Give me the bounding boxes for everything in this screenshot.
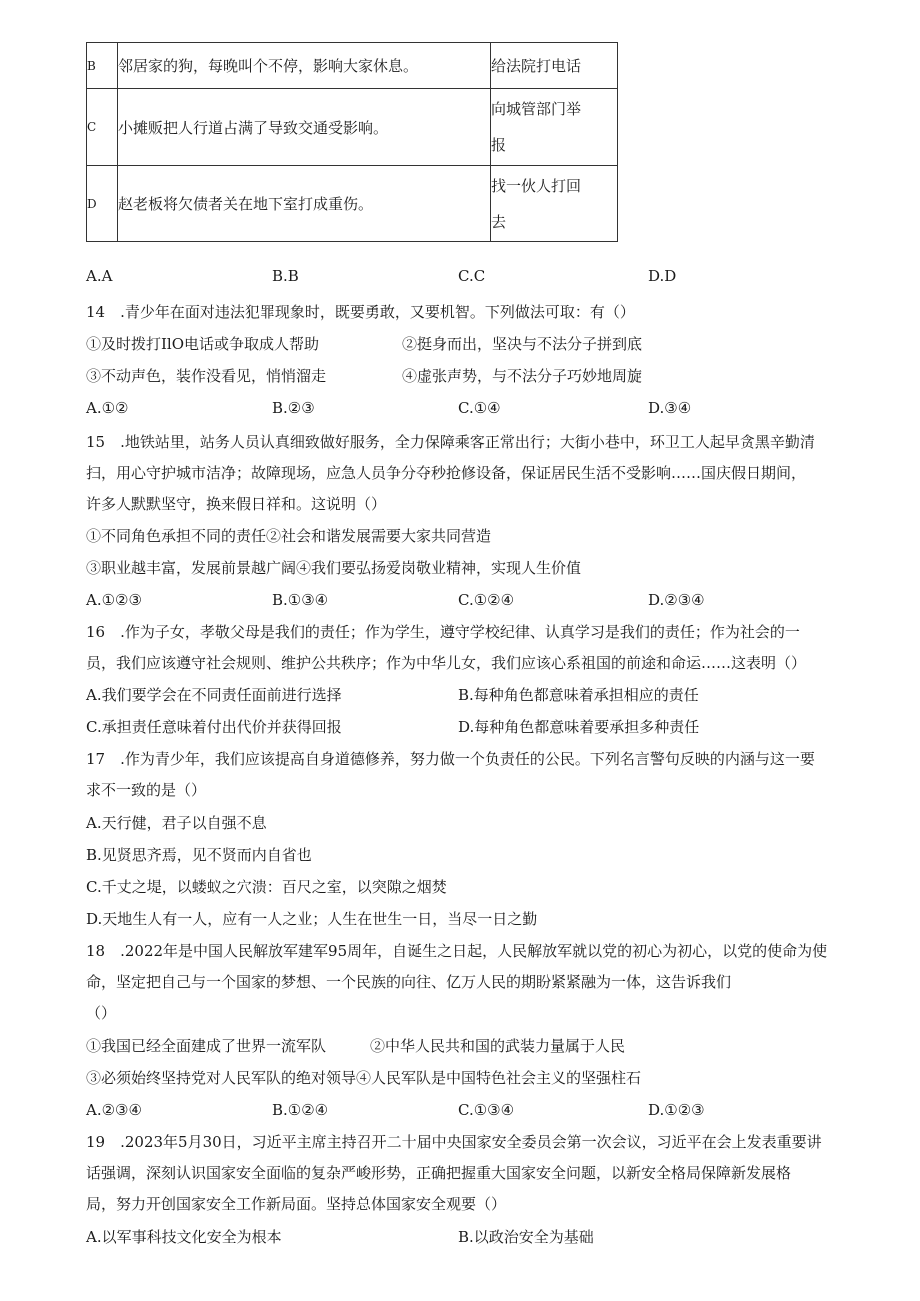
q18-stem-line: 命，坚定把自己与一个国家的梦想、一个民族的向往、亿万人民的期盼紧紧融为一体，这告诉我们 — [86, 973, 732, 991]
q18-item: ②中华人民共和国的武装力量属于人民 — [370, 1037, 626, 1055]
q18-option-d: D.①②③ — [648, 1101, 705, 1119]
row-action-line: 去 — [491, 212, 507, 231]
q16-option-c: C.承担责任意味着付出代价并获得回报 — [86, 718, 342, 736]
q19-stem-line: 局，努力开创国家安全工作新局面。坚持总体国家安全观要（） — [86, 1195, 507, 1213]
q18-stem-line: （） — [86, 1004, 117, 1022]
row-description: 赵老板将欠债者关在地下室打成重伤。 — [118, 166, 491, 242]
q15-option-b: B.①③④ — [272, 591, 329, 609]
table-row — [87, 43, 618, 89]
q13-option-c: C.C — [458, 267, 486, 285]
q18-stem-line: 18 .2022年是中国人民解放军建军95周年，自诞生之日起，人民解放军就以党的初心为初心，以党的使命为使 — [86, 942, 828, 960]
table-row — [87, 166, 618, 242]
q13-option-b: B.B — [272, 267, 299, 285]
q16-stem-line: 16 .作为子女，孝敬父母是我们的责任；作为学生，遵守学校纪律、认真学习是我们的责任；作为社会的一 — [86, 623, 800, 641]
row-letter: D — [87, 166, 118, 242]
q18-option-b: B.①②④ — [272, 1101, 329, 1119]
q15-stem-line: 扫，用心守护城市洁净；故障现场，应急人员争分夺秒抢修设备，保证居民生活不受影响……国庆假日期间， — [86, 464, 807, 482]
row-letter: C — [87, 89, 118, 166]
row-letter: B — [87, 43, 118, 89]
row-action — [491, 166, 618, 242]
q14-item: ①及时拨打IlO电话或争取成人帮助 — [86, 335, 320, 353]
q19-option-a: A.以军事科技文化安全为根本 — [86, 1228, 282, 1246]
row-description: 小摊贩把人行道占满了导致交通受影响。 — [118, 89, 491, 166]
q14-option-a: A.①② — [86, 399, 129, 417]
q15-item: ①不同角色承担不同的责任②社会和谐发展需要大家共同营造 — [86, 527, 492, 545]
q18-item: ①我国已经全面建成了世界一流军队 — [86, 1037, 327, 1055]
q14-option-b: B.②③ — [272, 399, 315, 417]
q14-option-c: C.①④ — [458, 399, 501, 417]
q17-option-b: B.见贤思齐焉，见不贤而内自省也 — [86, 846, 312, 864]
q17-stem-line: 求不一致的是（） — [86, 781, 207, 799]
q14-item: ③不动声色，装作没看见，悄悄溜走 — [86, 367, 327, 385]
q13-option-d: D.D — [648, 267, 677, 285]
q15-stem-line: 许多人默默坚守，换来假日祥和。这说明（） — [86, 495, 387, 513]
q18-item: ③必须始终坚持党对人民军队的绝对领导④人民军队是中国特色社会主义的坚强柱石 — [86, 1069, 642, 1087]
q17-option-a: A.天行健，君子以自强不息 — [86, 814, 267, 832]
q17-stem-line: 17 .作为青少年，我们应该提高自身道德修养，努力做一个负责任的公民。下列名言警句反映的内涵与这一要 — [86, 750, 815, 768]
row-action — [491, 89, 618, 166]
q15-stem-line: 15 .地铁站里，站务人员认真细致做好服务，全力保障乘客正常出行；大街小巷中，环卫工人起早贪黑辛勤清 — [86, 433, 815, 451]
row-action: 给法院打电话 — [491, 43, 618, 89]
q15-option-d: D.②③④ — [648, 591, 705, 609]
row-action-line: 报 — [491, 136, 507, 154]
q18-option-c: C.①③④ — [458, 1101, 515, 1119]
q14-item: ④虚张声势，与不法分子巧妙地周旋 — [402, 367, 643, 385]
q16-stem-line: 员，我们应该遵守社会规则、维护公共秩序；作为中华儿女，我们应该心系祖国的前途和命运……这表明（） — [86, 654, 807, 672]
q16-option-d: D.每种角色都意味着要承担多种责任 — [458, 718, 700, 736]
q15-option-a: A.①②③ — [86, 591, 142, 609]
q16-option-b: B.每种角色都意味着承担相应的责任 — [458, 686, 699, 704]
q15-option-c: C.①②④ — [458, 591, 515, 609]
q19-stem-line: 话强调，深刻认识国家安全面临的复杂严峻形势，正确把握重大国家安全问题，以新安全格局保障新发展格 — [86, 1164, 792, 1182]
q16-option-a: A.我们要学会在不同责任面前进行选择 — [86, 686, 342, 704]
q14-item: ②挺身而出，坚决与不法分子拼到底 — [402, 335, 643, 353]
q19-option-b: B.以政治安全为基础 — [458, 1228, 594, 1246]
q18-option-a: A.②③④ — [86, 1101, 142, 1119]
row-action-line: 向城管部门举 — [491, 100, 582, 118]
row-action-line: 找一伙人打回 — [491, 176, 582, 195]
q15-item: ③职业越丰富，发展前景越广阔④我们要弘扬爱岗敬业精神，实现人生价值 — [86, 559, 582, 577]
q19-stem-line: 19 .2023年5月30日，习近平主席主持召开二十届中央国家安全委员会第一次会议，习近平在会上发表重要讲 — [86, 1133, 822, 1151]
q17-option-c: C.千丈之堤，以蝼蚁之穴溃：百尺之室，以突隙之烟焚 — [86, 878, 447, 896]
q14-option-d: D.③④ — [648, 399, 692, 417]
table-row — [87, 89, 618, 166]
scenario-table — [86, 42, 618, 242]
q13-option-a: A.A — [86, 267, 113, 285]
q17-option-d: D.天地生人有一人，应有一人之业；人生在世生一日，当尽一日之勤 — [86, 910, 538, 928]
row-description: 邻居家的狗，每晚叫个不停，影响大家休息。 — [118, 43, 491, 89]
q14-stem: 14 .青少年在面对违法犯罪现象时，既要勇敢，又要机智。下列做法可取：有（） — [86, 303, 635, 321]
